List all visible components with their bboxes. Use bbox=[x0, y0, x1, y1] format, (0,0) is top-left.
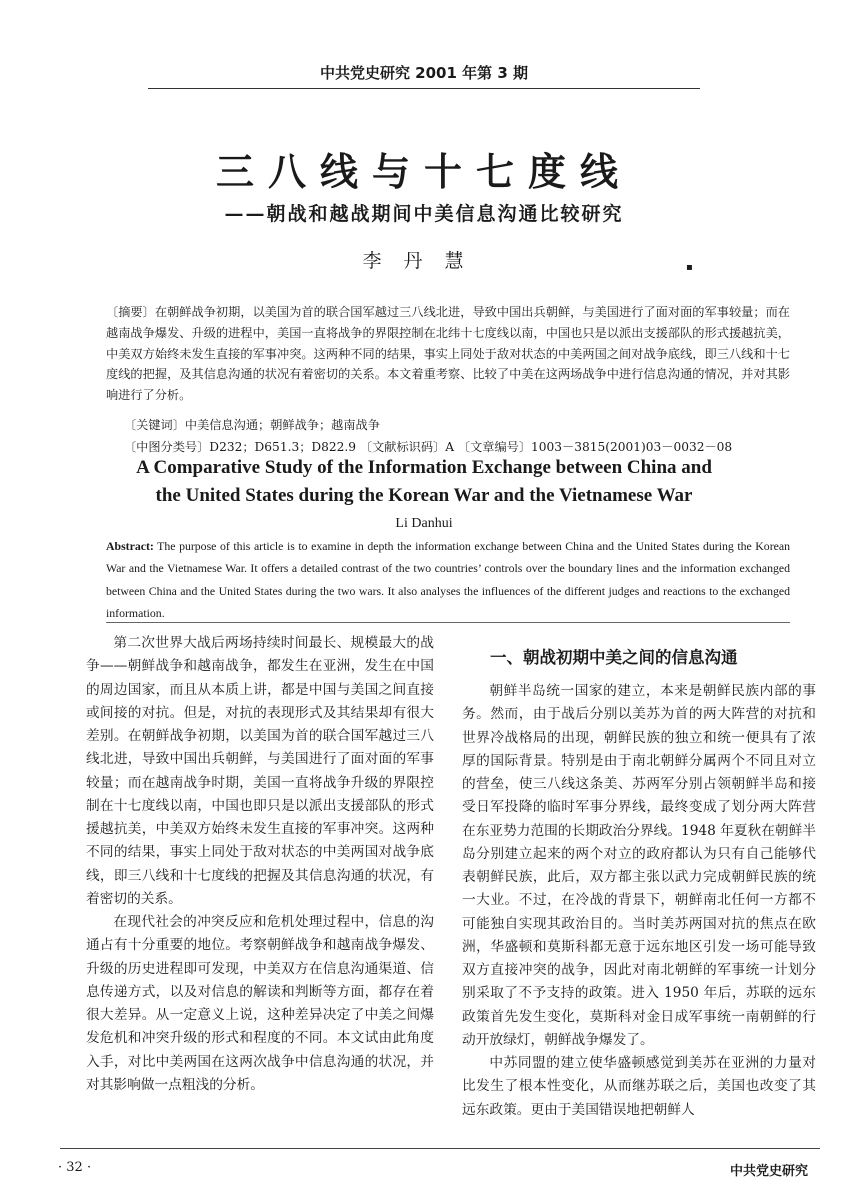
english-title-line-2: the United States during the Korean War and the Vietnamese War bbox=[155, 485, 693, 506]
body-paragraph: 朝鲜半岛统一国家的建立，本来是朝鲜民族内部的事务。然而，由于战后分别以美苏为首的两大阵营的对抗和世界冷战格局的出现，朝鲜民族的独立和统一便具有了浓厚的国际背景。特别是由于南北朝鲜分属两个不同且对立的营垒，使三八线这条美、苏两军分别占领朝鲜半岛和接受日军投降的临时军事分界线，最终变成了划分两大阵营在东亚势力范围的长期政治分界线。1948 年夏秋在朝鲜半岛分别建立起来的两个对立的政府都认为只有自己能够代表朝鲜民族，此后，双方都主张以武力完成朝鲜民族的统一大业。不过，在冷战的背景下，朝鲜南北任何一方都不可能独自实现其政治目的。当时美苏两国对抗的焦点在欧洲，华盛顿和莫斯科都无意于远东地区引发一场可能导致双方直接冲突的战争，因此对南北朝鲜的军事统一计划分别采取了不予支持的政策。进入 1950 年后，苏联的远东政策首先发生变化，莫斯科对金日成军事统一南朝鲜的行动开放绿灯，朝鲜战争爆发了。 bbox=[462, 683, 816, 1048]
english-abstract-label: Abstract: bbox=[106, 539, 154, 553]
header-rule bbox=[148, 88, 700, 89]
chinese-abstract: 〔摘要〕在朝鲜战争初期，以美国为首的联合国军越过三八线北进，导致中国出兵朝鲜，与美国进行了面对面的军事较量；而在越南战争爆发、升级的进程中，美国一直将战争的界限控制在北纬十七度线以南，中国也只是以派出支援部队的形式援越抗美，中美双方始终未发生直接的军事冲突。这两种不同的结果，事实上同处于敌对状态的中美两国之间对战争底线，即三八线和十七度线的把握，及其信息沟通的状况有着密切的关系。本文着重考察、比较了中美在这两场战争中进行信息沟通的情况，并对其影响进行了分析。 bbox=[106, 305, 790, 403]
stray-mark: ▪ bbox=[686, 262, 693, 273]
english-abstract bbox=[106, 535, 790, 624]
body-paragraph: 第二次世界大战后两场持续时间最长、规模最大的战争——朝鲜战争和越南战争，都发生在亚洲，发生在中国的周边国家，而且从本质上讲，都是中国与美国之间直接或间接的对抗。但是，对抗的表现形式及其结果却有很大差别。在朝鲜战争初期，以美国为首的联合国军越过三八线北进，导致中国出兵朝鲜，与美国进行了面对面的军事较量；而在越南战争时期，美国一直将战争升级的界限控制在十七度线以南，中国也即只是以派出支援部队的形式援越抗美，中美双方始终未发生直接的军事冲突。这两种不同的结果，事实上同处于敌对状态的中美两国对战争底线，即三八线和十七度线的把握及其信息沟通的状况，有着密切的关系。 bbox=[86, 635, 434, 907]
footer-journal-name: 中共党史研究 bbox=[730, 1164, 809, 1179]
body-paragraph: 在现代社会的冲突反应和危机处理过程中，信息的沟通占有十分重要的地位。考察朝鲜战争和越南战争爆发、升级的历史进程即可发现，中美双方在信息沟通渠道、信息传递方式，以及对信息的解读和判断等方面，都存在着很大差异。从一定意义上说，这种差异决定了中美之间爆发危机和冲突升级的形式和程度的不同。本文试由此角度入手，对比中美两国在这两次战争中信息沟通的状况，并对其影响做一点粗浅的分析。 bbox=[86, 914, 434, 1093]
journal-issue-header: 中共党史研究 2001 年第 3 期 bbox=[319, 64, 529, 82]
page-number: · 32 · bbox=[58, 1160, 92, 1175]
english-author: Li Danhui bbox=[395, 516, 453, 531]
article-title: 三八线与十七度线 bbox=[215, 150, 632, 194]
english-title-line-1: A Comparative Study of the Information Exchange between China and bbox=[136, 457, 712, 478]
classification-codes: 〔中图分类号〕D232；D651.3；D822.9 〔文献标识码〕A 〔文章编号〕1003－3815(2001)03－0032－08 bbox=[124, 440, 733, 454]
section-heading: 一、朝战初期中美之间的信息沟通 bbox=[490, 648, 738, 667]
english-abstract-text: The purpose of this article is to examine in depth the information exchange between China and the United States during the Korean War and the Vietnamese War. It offers a detailed contrast of the two countries’ controls over the boundary lines and the information exchanged between China and the United States during the two wars. It also analyses the influences of the different judges and reactions to the exchanged information. bbox=[106, 539, 790, 620]
keywords: 〔关键词〕中美信息沟通；朝鲜战争；越南战争 bbox=[124, 418, 380, 432]
body-paragraph: 中苏同盟的建立使华盛顿感觉到美苏在亚洲的力量对比发生了根本性变化，从而继苏联之后，美国也改变了其远东政策。更由于美国错误地把朝鲜人 bbox=[462, 1055, 816, 1118]
body-left-column bbox=[86, 632, 434, 1097]
abstract-divider bbox=[106, 622, 790, 623]
author-name: 李丹慧 bbox=[362, 250, 486, 272]
article-subtitle: ——朝战和越战期间中美信息沟通比较研究 bbox=[224, 203, 624, 225]
footer-rule bbox=[60, 1148, 820, 1149]
body-right-column bbox=[462, 680, 816, 1122]
